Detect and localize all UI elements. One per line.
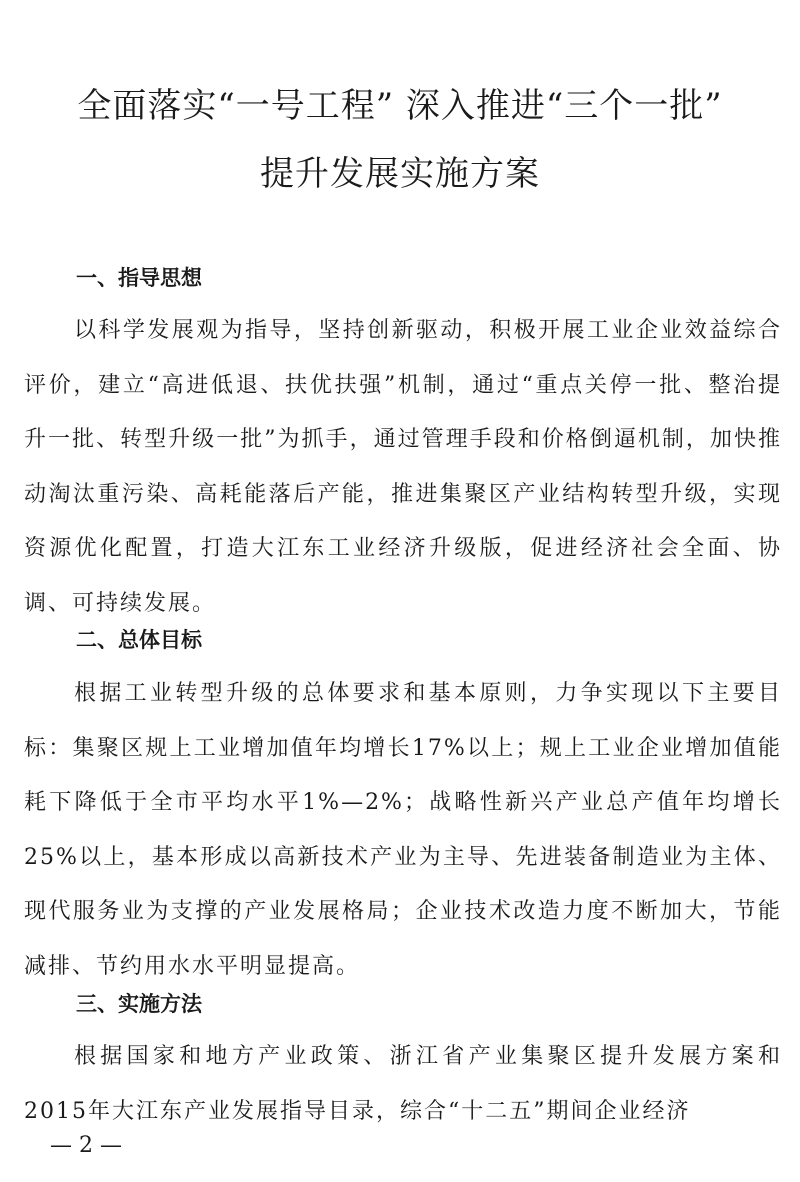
page-number: — 2 — [50,1133,122,1158]
document-title-line-2: 提升发展实施方案 [260,154,540,194]
section-paragraph-implementation-method: 根据国家和地方产业政策、浙江省产业集聚区提升发展方案和2015年大江东产业发展指导目录，综合“十二五”期间企业经济 [24,1044,782,1124]
section-paragraph-overall-goals: 根据工业转型升级的总体要求和基本原则，力争实现以下主要目标：集聚区规上工业增加值年均增长17%以上；规上工业企业增加值能耗下降低于全市平均水平1%—2%；战略性新兴产业总产值年均增长25%以上，基本形成以高新技术产业为主导、先进装备制造业为主体、现代服务业为支撑的产业发展格局；企业技术改造力度不断加大，节能减排、节约用水水平明显提高。 [24,681,782,979]
section-paragraph-guiding-ideology: 以科学发展观为指导，坚持创新驱动，积极开展工业企业效益综合评价，建立“高进低退、扶优扶强”机制，通过“重点关停一批、整治提升一批、转型升级一批”为抓手，通过管理手段和价格倒逼机制，加快推动淘汰重污染、高耗能落后产能，推进集聚区产业结构转型升级，实现资源优化配置，打造大江东工业经济升级版，促进经济社会全面、协调、可持续发展。 [24,318,782,616]
section-heading-overall-goals: 二、总体目标 [76,628,202,652]
document-title-line-1: 全面落实“一号工程” 深入推进“三个一批” [77,86,723,126]
section-heading-guiding-ideology: 一、指导思想 [76,266,202,290]
section-heading-implementation-method: 三、实施方法 [76,992,202,1016]
